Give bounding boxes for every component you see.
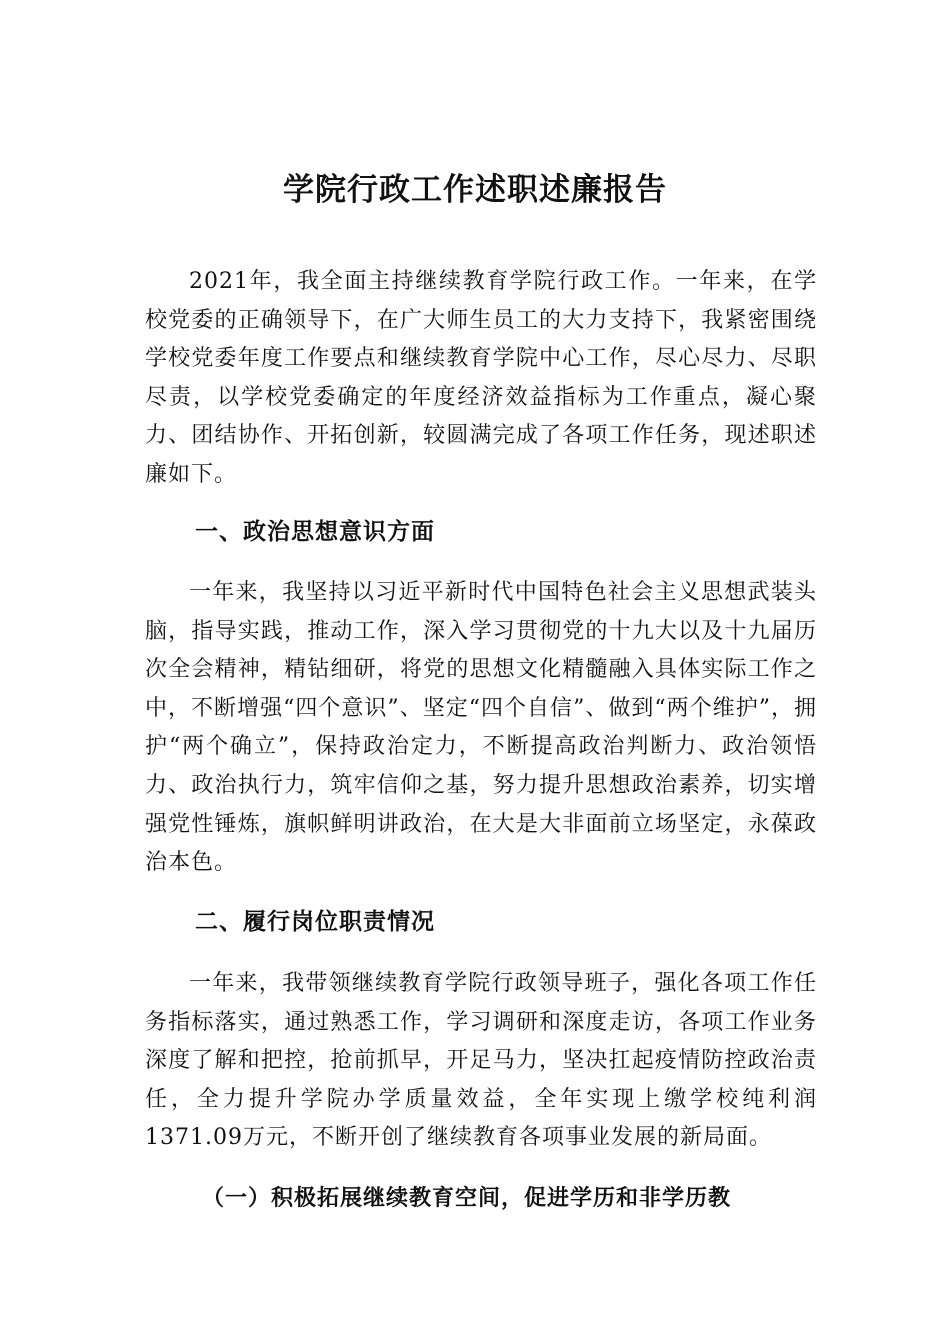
subsection-heading-expand: （一）积极拓展继续教育空间，促进学历和非学历教 [202, 1185, 732, 1211]
section-body-duties: 一年来，我带领继续教育学院行政领导班子，强化各项工作任务指标落实，通过熟悉工作，学习调研和深度走访，各项工作业务深度了解和把控，抢前抓早，开足马力，坚决扛起疫情防控政治责任，全力提升学院办学质量效益，全年实现上缴学校纯利润1371.09万元，不断开创了继续教育各项事业发展的新局面。 [145, 971, 817, 1151]
intro-paragraph: 2021年，我全面主持继续教育学院行政工作。一年来，在学校党委的正确领导下，在广大师生员工的大力支持下，我紧密围绕学校党委年度工作要点和继续教育学院中心工作，尽心尽力、尽职尽责，以学校党委确定的年度经济效益指标为工作重点，凝心聚力、团结协作、开拓创新，较圆满完成了各项工作任务，现述职述廉如下。 [145, 269, 817, 487]
document-title: 学院行政工作述职述廉报告 [283, 172, 667, 208]
section-heading-political: 一、政治思想意识方面 [195, 519, 435, 545]
section-heading-duties: 二、履行岗位职责情况 [195, 909, 435, 935]
section-body-political: 一年来，我坚持以习近平新时代中国特色社会主义思想武装头脑，指导实践，推动工作，深入学习贯彻党的十九大以及十九届历次全会精神，精钻细研，将党的思想文化精髓融入具体实际工作之中，不断增强“四个意识”、坚定“四个自信”、做到“两个维护”，拥护“两个确立”，保持政治定力，不断提高政治判断力、政治领悟力、政治执行力，筑牢信仰之基，努力提升思想政治素养，切实增强党性锤炼，旗帜鲜明讲政治，在大是大非面前立场坚定，永葆政治本色。 [145, 580, 817, 876]
